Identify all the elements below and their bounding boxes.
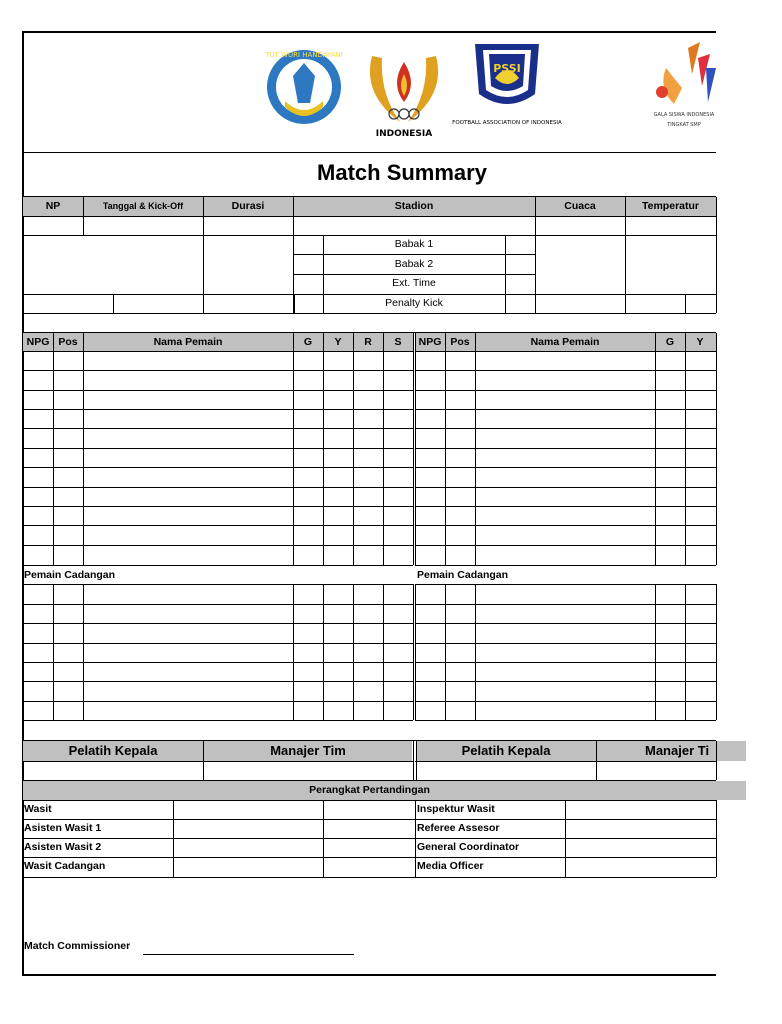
staff-col-line xyxy=(416,741,417,780)
player-row-line xyxy=(22,351,413,352)
home-col-player-name: Nama Pemain xyxy=(153,336,223,348)
col-duration-header: Durasi xyxy=(231,200,265,212)
match-info-col-line xyxy=(685,294,686,313)
home-col-red: R xyxy=(364,336,372,348)
officials-col-line xyxy=(716,800,717,877)
match-info-row-line xyxy=(22,294,293,295)
match-info-col-line xyxy=(535,294,536,313)
substitute-row-line xyxy=(22,720,413,721)
match-info-col-line xyxy=(113,294,114,313)
player-col-line xyxy=(475,333,476,565)
substitute-row-line xyxy=(415,623,716,624)
officials-title: Perangkat Pertandingan xyxy=(309,784,430,796)
logo-text: PSSI xyxy=(493,62,521,75)
official-media-officer-label: Media Officer xyxy=(417,860,484,872)
official-general-coordinator-label: General Coordinator xyxy=(417,841,520,853)
match-info-col-line xyxy=(625,197,626,235)
home-col-yellow: Y xyxy=(334,336,342,348)
period-first-half: Babak 1 xyxy=(394,238,434,250)
staff-col-line xyxy=(203,741,204,780)
away-col-pos: Pos xyxy=(450,336,470,348)
match-info-col-line xyxy=(625,294,626,313)
match-info-col-line xyxy=(203,235,204,294)
player-row-line xyxy=(415,467,716,468)
period-second-half: Babak 2 xyxy=(394,258,434,270)
match-info-col-line xyxy=(716,197,717,235)
player-col-line xyxy=(415,333,416,565)
page-title: Match Summary xyxy=(317,160,487,185)
home-substitutes-label: Pemain Cadangan xyxy=(24,569,116,581)
match-info-col-line xyxy=(203,294,204,313)
substitute-col-line xyxy=(83,584,84,720)
player-col-line xyxy=(323,333,324,565)
substitute-row-line xyxy=(22,604,413,605)
staff-col-line xyxy=(413,741,414,780)
substitute-row-line xyxy=(22,662,413,663)
substitute-col-line xyxy=(53,584,54,720)
substitute-row-line xyxy=(415,662,716,663)
match-info-row-line xyxy=(22,235,716,236)
player-row-line xyxy=(22,409,413,410)
substitute-col-line xyxy=(383,584,384,720)
staff-top-line xyxy=(22,740,716,741)
official-fourth-referee-label: Wasit Cadangan xyxy=(24,860,106,872)
staff-col-line xyxy=(596,741,597,780)
player-row-line xyxy=(415,409,716,410)
substitute-col-line xyxy=(445,584,446,720)
logo-text: GALA SISWA INDONESIA xyxy=(653,112,715,118)
away-head-coach-label: Pelatih Kepala xyxy=(461,743,551,758)
player-col-line xyxy=(383,333,384,565)
home-col-pos: Pos xyxy=(58,336,78,348)
logo-text: TUT WURI HANDAYANI xyxy=(265,51,343,59)
official-referee-assessor-label: Referee Assesor xyxy=(417,822,500,834)
player-row-line xyxy=(415,370,716,371)
officials-col-line xyxy=(173,800,174,877)
officials-row-line xyxy=(22,877,716,878)
o2sn-event-logo-icon xyxy=(648,38,718,134)
away-col-player-name: Nama Pemain xyxy=(530,336,600,348)
player-col-line xyxy=(83,333,84,565)
player-row-line xyxy=(22,545,413,546)
substitute-col-line xyxy=(353,584,354,720)
officials-row-line xyxy=(22,857,716,858)
officials-col-line xyxy=(565,800,566,877)
player-row-line xyxy=(415,351,716,352)
player-col-line xyxy=(53,333,54,565)
match-info-col-line xyxy=(716,235,717,294)
staff-row-line xyxy=(22,761,413,762)
period-penalty-kick: Penalty Kick xyxy=(385,297,443,309)
player-row-line xyxy=(22,565,413,566)
match-info-row-line xyxy=(22,216,716,217)
period-col-line xyxy=(505,235,506,313)
player-row-line xyxy=(415,565,716,566)
substitute-row-line xyxy=(415,643,716,644)
away-substitutes-label: Pemain Cadangan xyxy=(417,569,509,581)
substitute-row-line xyxy=(415,720,716,721)
match-info-col-line xyxy=(83,197,84,235)
period-col-line xyxy=(323,235,324,313)
period-row-line xyxy=(293,254,535,255)
home-col-npg: NPG xyxy=(26,336,50,348)
substitute-col-line xyxy=(685,584,686,720)
official-assistant-2-label: Asisten Wasit 2 xyxy=(24,841,102,853)
logo-sub-text: TINGKAT SMP xyxy=(667,122,701,128)
logo-text: INDONESIA xyxy=(375,129,433,139)
player-col-line xyxy=(655,333,656,565)
player-col-line xyxy=(445,333,446,565)
away-col-npg: NPG xyxy=(418,336,442,348)
match-info-col-line xyxy=(535,197,536,235)
away-col-goals: G xyxy=(665,336,675,348)
player-col-line xyxy=(293,333,294,565)
substitute-row-line xyxy=(415,584,716,585)
player-row-line xyxy=(22,390,413,391)
player-row-line xyxy=(22,467,413,468)
logo-ring-text: FOOTBALL ASSOCIATION OF INDONESIA xyxy=(452,120,562,126)
substitute-col-line xyxy=(323,584,324,720)
period-row-line xyxy=(293,274,535,275)
substitute-col-line xyxy=(415,584,416,720)
player-row-line xyxy=(22,487,413,488)
substitute-col-line xyxy=(475,584,476,720)
substitute-col-line xyxy=(655,584,656,720)
home-col-sub: S xyxy=(394,336,402,348)
substitute-col-line xyxy=(413,584,414,720)
match-info-col-line xyxy=(293,197,294,235)
tut-wuri-handayani-emblem-icon xyxy=(265,41,343,133)
sheet-border-top xyxy=(22,31,716,33)
home-team-manager-label: Manajer Tim xyxy=(270,743,346,758)
player-row-line xyxy=(415,506,716,507)
substitute-row-line xyxy=(22,584,413,585)
col-np-header: NP xyxy=(45,200,61,212)
officials-col-line xyxy=(415,800,416,877)
player-row-line xyxy=(415,525,716,526)
staff-bottom-line xyxy=(22,780,716,781)
staff-row-line xyxy=(415,761,716,762)
substitute-row-line xyxy=(415,681,716,682)
player-row-line xyxy=(415,545,716,546)
officials-row-line xyxy=(22,819,716,820)
player-col-line xyxy=(413,333,414,565)
match-info-col-line xyxy=(535,235,536,294)
substitute-row-line xyxy=(415,604,716,605)
staff-col-line xyxy=(716,741,717,780)
koni-indonesia-emblem-icon xyxy=(360,44,448,140)
player-row-line xyxy=(415,428,716,429)
sheet-border-bottom xyxy=(22,974,716,976)
officials-col-line xyxy=(323,800,324,877)
player-row-line xyxy=(415,390,716,391)
col-weather-header: Cuaca xyxy=(564,200,596,212)
players-top-line xyxy=(22,332,716,333)
player-row-line xyxy=(415,448,716,449)
match-info-col-line xyxy=(625,235,626,294)
player-col-line xyxy=(353,333,354,565)
match-info-col-line xyxy=(294,294,295,313)
official-assistant-1-label: Asisten Wasit 1 xyxy=(24,822,102,834)
match-info-col-line xyxy=(203,197,204,235)
home-col-goals: G xyxy=(303,336,313,348)
substitute-col-line xyxy=(293,584,294,720)
away-team-manager-label: Manajer Ti xyxy=(645,743,710,758)
player-row-line xyxy=(415,487,716,488)
home-head-coach-label: Pelatih Kepala xyxy=(68,743,158,758)
pssi-emblem-icon xyxy=(452,38,562,138)
player-row-line xyxy=(22,525,413,526)
officials-row-line xyxy=(22,838,716,839)
col-stadium-header: Stadion xyxy=(394,200,434,212)
match-commissioner-signature-line[interactable] xyxy=(143,954,354,955)
logo-strip xyxy=(260,36,720,146)
substitute-row-line xyxy=(22,623,413,624)
match-commissioner-label: Match Commissioner xyxy=(24,940,131,952)
player-col-line xyxy=(685,333,686,565)
player-row-line xyxy=(22,370,413,371)
match-info-row-line xyxy=(22,313,716,314)
substitute-row-line xyxy=(22,701,413,702)
away-col-yellow: Y xyxy=(696,336,704,348)
col-temperature-header: Temperatur xyxy=(642,200,699,212)
match-info-col-line xyxy=(293,235,294,294)
officials-row-line xyxy=(22,800,716,801)
title-divider-top xyxy=(22,152,716,153)
substitute-row-line xyxy=(22,643,413,644)
official-referee-label: Wasit xyxy=(24,803,52,815)
player-row-line xyxy=(22,428,413,429)
substitute-row-line xyxy=(415,701,716,702)
player-col-line xyxy=(716,333,717,565)
period-extra-time: Ext. Time xyxy=(392,277,436,289)
match-info-col-line xyxy=(716,294,717,313)
official-referee-inspector-label: Inspektur Wasit xyxy=(417,803,495,815)
col-date-kickoff-header: Tanggal & Kick-Off xyxy=(102,201,184,211)
substitute-row-line xyxy=(22,681,413,682)
player-row-line xyxy=(22,506,413,507)
player-row-line xyxy=(22,448,413,449)
substitute-col-line xyxy=(716,584,717,720)
